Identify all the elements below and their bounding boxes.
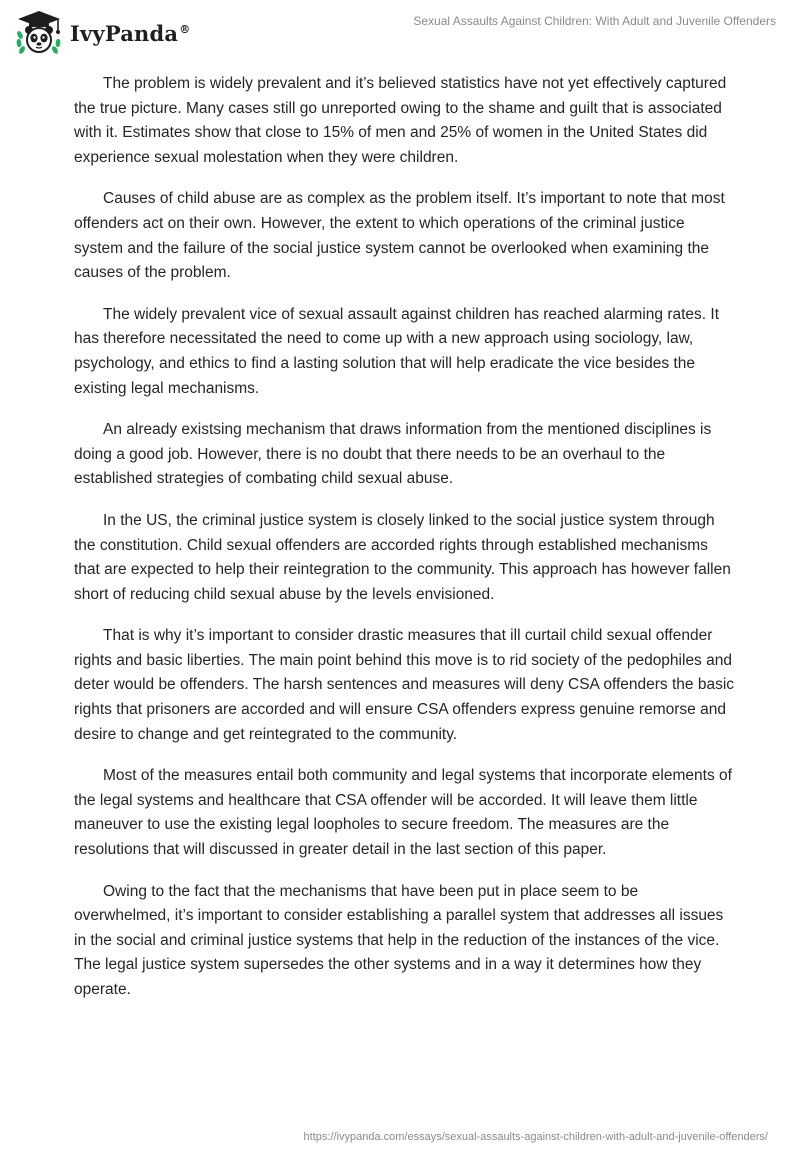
logo-wordmark: IvyPanda® [70,20,191,46]
ivypanda-logo[interactable] [14,8,190,56]
paragraph: Causes of child abuse are as complex as the problem itself. It’s important to note that most offenders act on their own. However, the extent to which operations of the criminal justice system and the failure of the social justice system cannot be overlooked when examining the causes of the problem. [74,190,725,282]
paragraph: The problem is widely prevalent and it’s believed statistics have not yet effectively captured the true picture. Many cases still go unreported owing to the shame and guilt that is associated with it. Estimates show that close to 15% of men and 25% of women in the United States did experience sexual molestation when they were children. [74,75,727,166]
source-url[interactable]: https://ivypanda.com/essays/sexual-assaults-against-children-with-adult-and-juvenile-offenders/ [303,1131,768,1143]
paragraph: An already existsing mechanism that draws information from the mentioned disciplines is doing a good job. However, there is no doubt that there needs to be an overhaul to the established strategies of combating child sexual abuse. [74,421,712,488]
paragraph: The widely prevalent vice of sexual assault against children has reached alarming rates. It has therefore necessitated the need to come up with a new approach using sociology, law, psychology, and ethics to find a lasting solution that will help eradicate the vice besides the existing legal mechanisms. [74,305,720,397]
paragraph: That is why it’s important to consider drastic measures that ill curtail child sexual offender rights and basic liberties. The main point behind this move is to rid society of the pedophiles and deter would be offenders. The harsh sentences and measures will deny CSA offenders the basic rights that prisoners are accorded and will ensure CSA offenders express genuine remorse and desire to change and get reintegrated to the community. [74,627,735,743]
page-header [0,0,800,60]
registered-mark: ® [179,22,191,36]
paragraph: In the US, the criminal justice system is closely linked to the social justice system through the constitution. Child sexual offenders are accorded rights through established mechanisms that are expected to help their reintegration to the community. This approach has however fallen short of reducing child sexual abuse by the levels envisioned. [74,511,731,603]
paragraph: Most of the measures entail both community and legal systems that incorporate elements of the legal systems and healthcare that CSA offender will be accorded. It will leave them little maneuver to use the existing legal loopholes to secure freedom. The measures are the resolutions that will discussed in greater detail in the last section of this paper. [74,767,732,859]
document-title: Sexual Assaults Against Children: With Adult and Juvenile Offenders [413,14,776,28]
panda-graduate-icon [14,9,64,55]
paragraph: Owing to the fact that the mechanisms that have been put in place seem to be overwhelmed, it’s important to consider establishing a parallel system that addresses all issues in the social and criminal justice systems that help in the reduction of the instances of the vice. The legal justice system supersedes the other systems and in a way it determines how they operate. [74,882,724,998]
essay-body [74,72,734,1020]
